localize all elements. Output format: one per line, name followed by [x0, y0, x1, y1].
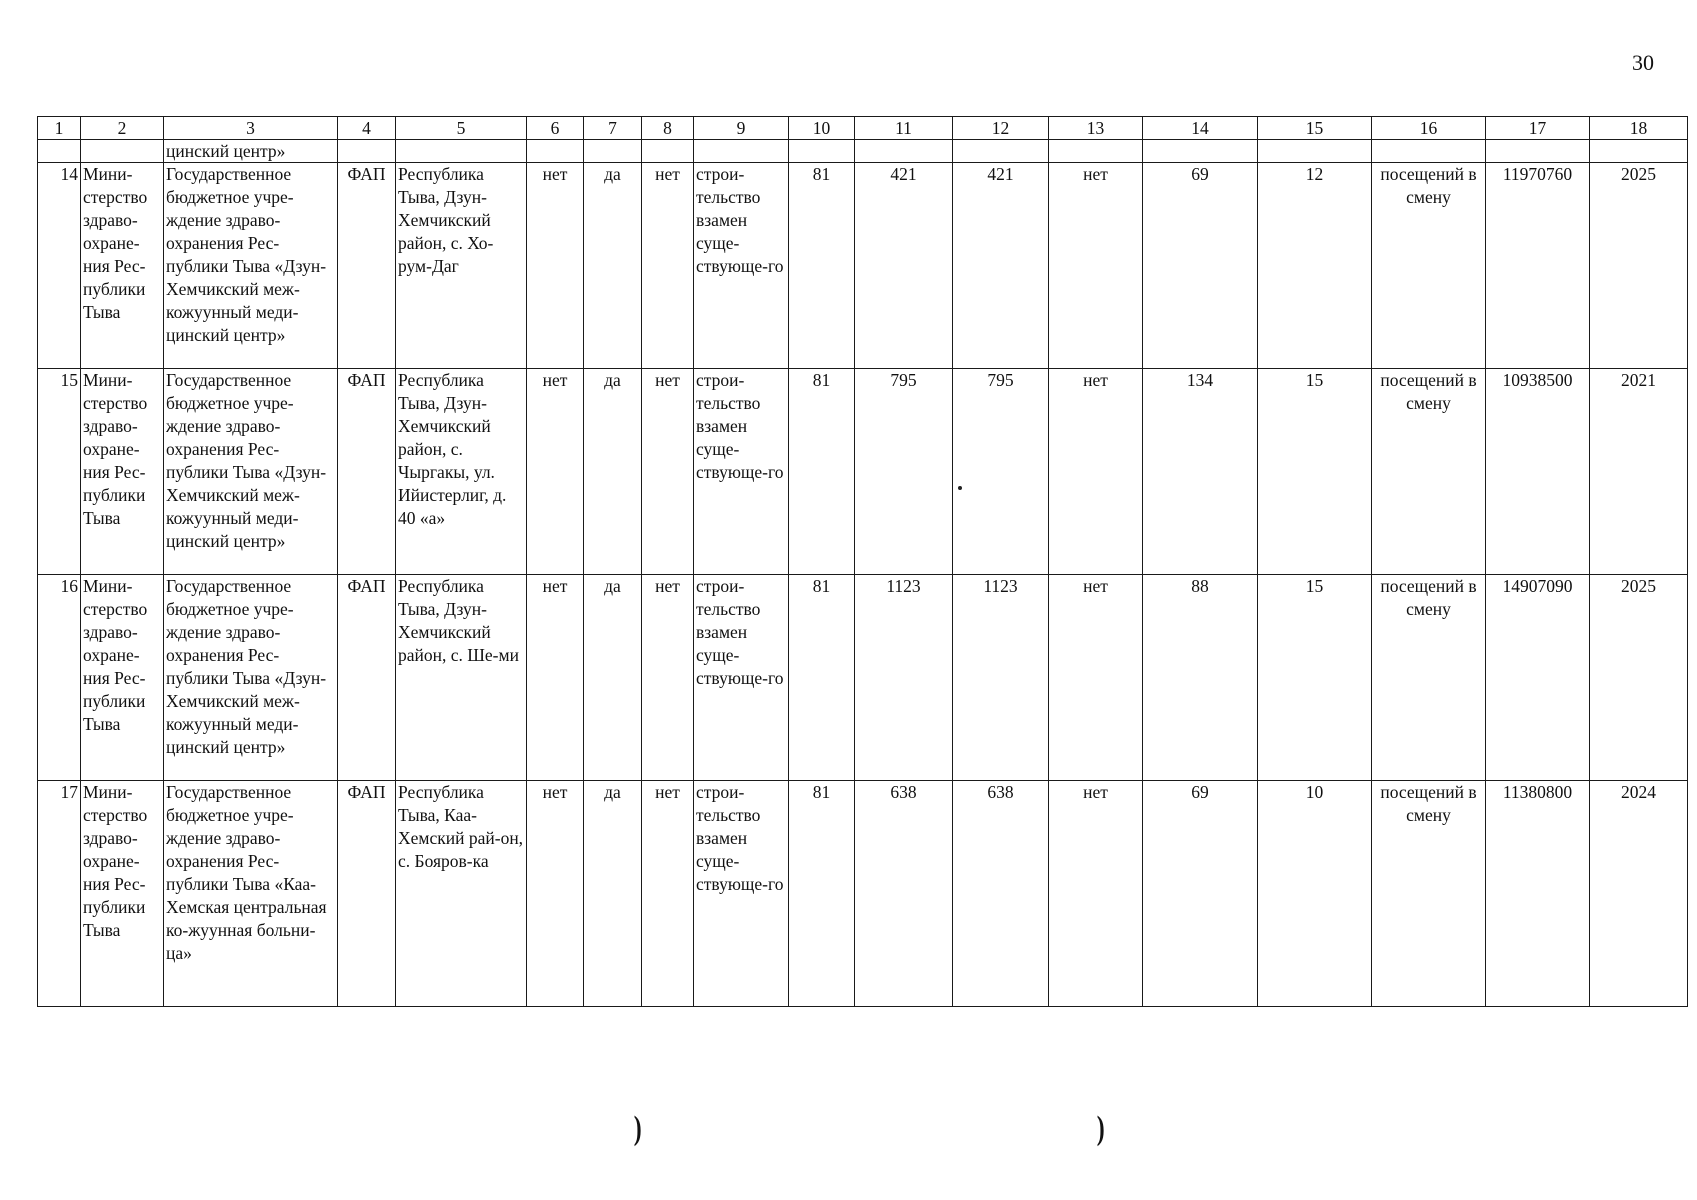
table-cell-col-4: ФАП: [338, 369, 396, 575]
column-number-header-row: [38, 117, 1688, 140]
table-cell-col-13: нет: [1049, 781, 1143, 1007]
table-cell-col-1: 17: [38, 781, 81, 1007]
page-number: 30: [1632, 50, 1654, 75]
continuation-cell-11: [855, 140, 953, 163]
column-number-13: 13: [1049, 117, 1143, 140]
table-cell-col-17: 10938500: [1486, 369, 1590, 575]
table-cell-col-1: 15: [38, 369, 81, 575]
column-number-15: 15: [1258, 117, 1372, 140]
table-row: [38, 575, 1688, 781]
table-cell-col-10: 81: [789, 163, 855, 369]
table-cell-col-17: 11380800: [1486, 781, 1590, 1007]
table-cell-col-6: нет: [527, 369, 584, 575]
table-cell-col-12: 421: [953, 163, 1049, 369]
table-cell-col-8: нет: [642, 781, 694, 1007]
table-cell-col-2: Мини-стерство здраво-охране-ния Рес-публики Тыва: [81, 369, 164, 575]
table-cell-col-14: 69: [1143, 163, 1258, 369]
table-cell-col-8: нет: [642, 575, 694, 781]
table-cell-col-16: посещений в смену: [1372, 781, 1486, 1007]
table-cell-col-14: 134: [1143, 369, 1258, 575]
continuation-cell-18: [1590, 140, 1688, 163]
continuation-cell-6: [527, 140, 584, 163]
table-cell-col-13: нет: [1049, 163, 1143, 369]
continuation-cell-17: [1486, 140, 1590, 163]
continuation-cell-15: [1258, 140, 1372, 163]
scan-speck: [958, 486, 962, 490]
continuation-cell-13: [1049, 140, 1143, 163]
column-number-8: 8: [642, 117, 694, 140]
column-number-9: 9: [694, 117, 789, 140]
table-cell-col-3: Государственное бюджетное учре-ждение здраво-охранения Рес-публики Тыва «Каа-Хемская центральная ко-жуунная больни-ца»: [164, 781, 338, 1007]
table-cell-col-2: Мини-стерство здраво-охране-ния Рес-публики Тыва: [81, 781, 164, 1007]
column-number-5: 5: [396, 117, 527, 140]
table-cell-col-9: строи-тельство взамен суще-ствующе-го: [694, 369, 789, 575]
table-cell-col-2: Мини-стерство здраво-охране-ния Рес-публики Тыва: [81, 575, 164, 781]
table-cell-col-5: Республика Тыва, Дзун-Хемчикский район, с. Хо-рум-Даг: [396, 163, 527, 369]
table-cell-col-6: нет: [527, 575, 584, 781]
column-number-2: 2: [81, 117, 164, 140]
column-number-11: 11: [855, 117, 953, 140]
column-number-17: 17: [1486, 117, 1590, 140]
table-cell-col-4: ФАП: [338, 163, 396, 369]
column-number-4: 4: [338, 117, 396, 140]
table-cell-col-18: 2025: [1590, 575, 1688, 781]
objects-table: [37, 116, 1688, 1007]
table-cell-col-5: Республика Тыва, Каа-Хемский рай-он, с. Бояров-ка: [396, 781, 527, 1007]
table-cell-col-3: Государственное бюджетное учре-ждение здраво-охранения Рес-публики Тыва «Дзун-Хемчикский меж-кожуунный меди-цинский центр»: [164, 369, 338, 575]
table-cell-col-9: строи-тельство взамен суще-ствующе-го: [694, 575, 789, 781]
footer-mark-left: ): [633, 1110, 642, 1147]
table-cell-col-18: 2024: [1590, 781, 1688, 1007]
table-cell-col-13: нет: [1049, 575, 1143, 781]
table-row: [38, 369, 1688, 575]
table-row: [38, 163, 1688, 369]
table-cell-col-16: посещений в смену: [1372, 163, 1486, 369]
table-cell-col-17: 11970760: [1486, 163, 1590, 369]
column-number-1: 1: [38, 117, 81, 140]
column-number-3: 3: [164, 117, 338, 140]
continuation-cell-4: [338, 140, 396, 163]
table-cell-col-11: 638: [855, 781, 953, 1007]
table-cell-col-7: да: [584, 781, 642, 1007]
column-number-6: 6: [527, 117, 584, 140]
footer-mark-right: ): [1096, 1110, 1105, 1147]
table-cell-col-5: Республика Тыва, Дзун-Хемчикский район, с. Чыргакы, ул. Ийистерлиг, д. 40 «а»: [396, 369, 527, 575]
table-cell-col-9: строи-тельство взамен суще-ствующе-го: [694, 163, 789, 369]
continuation-cell-2: [81, 140, 164, 163]
continuation-row: [38, 140, 1688, 163]
table-cell-col-7: да: [584, 575, 642, 781]
continuation-cell-14: [1143, 140, 1258, 163]
continuation-cell-16: [1372, 140, 1486, 163]
table-cell-col-2: Мини-стерство здраво-охране-ния Рес-публики Тыва: [81, 163, 164, 369]
table-cell-col-18: 2021: [1590, 369, 1688, 575]
table-cell-col-1: 16: [38, 575, 81, 781]
table-cell-col-3: Государственное бюджетное учре-ждение здраво-охранения Рес-публики Тыва «Дзун-Хемчикский меж-кожуунный меди-цинский центр»: [164, 575, 338, 781]
table-cell-col-10: 81: [789, 575, 855, 781]
table-cell-col-4: ФАП: [338, 575, 396, 781]
table-cell-col-14: 69: [1143, 781, 1258, 1007]
table-cell-col-8: нет: [642, 369, 694, 575]
continuation-cell-7: [584, 140, 642, 163]
table-cell-col-12: 1123: [953, 575, 1049, 781]
table-cell-col-8: нет: [642, 163, 694, 369]
table-cell-col-13: нет: [1049, 369, 1143, 575]
table-cell-col-5: Республика Тыва, Дзун-Хемчикский район, с. Ше-ми: [396, 575, 527, 781]
table-cell-col-18: 2025: [1590, 163, 1688, 369]
table-cell-col-15: 12: [1258, 163, 1372, 369]
table-cell-col-12: 795: [953, 369, 1049, 575]
table-cell-col-16: посещений в смену: [1372, 575, 1486, 781]
table-cell-col-11: 421: [855, 163, 953, 369]
column-number-16: 16: [1372, 117, 1486, 140]
column-number-12: 12: [953, 117, 1049, 140]
table-cell-col-10: 81: [789, 781, 855, 1007]
table-cell-col-9: строи-тельство взамен суще-ствующе-го: [694, 781, 789, 1007]
continuation-cell-8: [642, 140, 694, 163]
table-cell-col-11: 795: [855, 369, 953, 575]
column-number-18: 18: [1590, 117, 1688, 140]
continuation-cell-10: [789, 140, 855, 163]
table-cell-col-15: 10: [1258, 781, 1372, 1007]
table-cell-col-7: да: [584, 369, 642, 575]
continuation-cell-12: [953, 140, 1049, 163]
table-cell-col-15: 15: [1258, 369, 1372, 575]
table-row: [38, 781, 1688, 1007]
table-cell-col-7: да: [584, 163, 642, 369]
table-cell-col-14: 88: [1143, 575, 1258, 781]
continuation-cell-1: [38, 140, 81, 163]
table-cell-col-16: посещений в смену: [1372, 369, 1486, 575]
table-cell-col-15: 15: [1258, 575, 1372, 781]
column-number-14: 14: [1143, 117, 1258, 140]
table-cell-col-17: 14907090: [1486, 575, 1590, 781]
table-cell-col-4: ФАП: [338, 781, 396, 1007]
column-number-10: 10: [789, 117, 855, 140]
table-cell-col-1: 14: [38, 163, 81, 369]
table-cell-col-10: 81: [789, 369, 855, 575]
table-cell-col-12: 638: [953, 781, 1049, 1007]
table-cell-col-6: нет: [527, 781, 584, 1007]
table-cell-col-6: нет: [527, 163, 584, 369]
continuation-cell-9: [694, 140, 789, 163]
table-cell-col-11: 1123: [855, 575, 953, 781]
continuation-cell-3: цинский центр»: [164, 140, 338, 163]
column-number-7: 7: [584, 117, 642, 140]
table-cell-col-3: Государственное бюджетное учре-ждение здраво-охранения Рес-публики Тыва «Дзун-Хемчикский меж-кожуунный меди-цинский центр»: [164, 163, 338, 369]
continuation-cell-5: [396, 140, 527, 163]
